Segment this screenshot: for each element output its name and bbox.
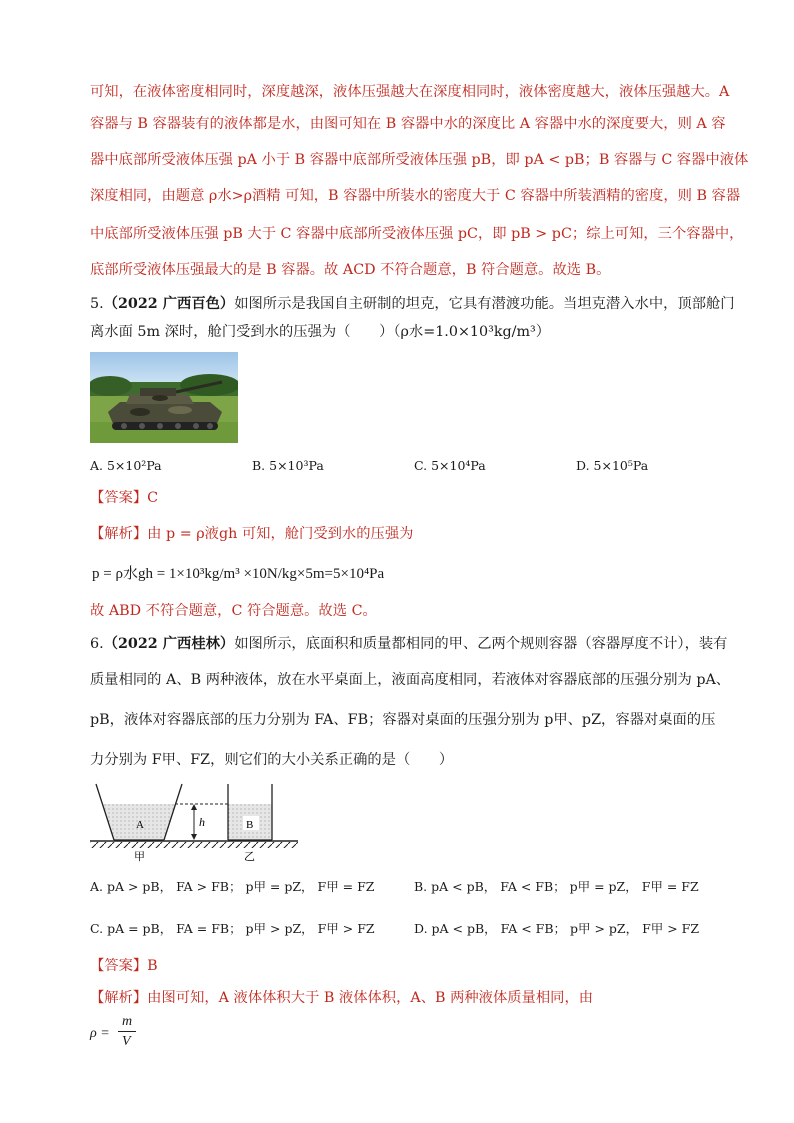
analysis-intro: 【解析】由 p = ρ液gh 可知，舱门受到水的压强为	[90, 526, 414, 542]
pressure-formula: p = ρ水gh = 1×10³kg/m³ ×10N/kg×5m=5×10⁴Pa	[92, 566, 385, 582]
analysis-line: 深度相同，由题意 ρ水>ρ酒精 可知，B 容器中所装水的密度大于 C 容器中所装酒精的密度，则 B 容器	[90, 188, 741, 204]
analysis-conclusion: 故 ABD 不符合题意，C 符合题意。故选 C。	[90, 603, 377, 619]
label-yi: 乙	[244, 850, 255, 862]
analysis-line: 中底部所受液体压强 pB 大于 C 容器中底部所受液体压强 pC，即 pB > pC；综上可知，三个容器中，	[90, 226, 744, 242]
question-5-stem	[90, 294, 735, 314]
analysis-line: 容器与 B 容器装有的液体都是水，由图可知在 B 容器中水的深度比 A 容器中水的深度要大，则 A 容	[90, 116, 726, 132]
analysis-line: 底部所受液体压强最大的是 B 容器。故 ACD 不符合题意，B 符合题意。故选 B。	[90, 262, 611, 278]
tank-photo	[90, 352, 238, 443]
option-a: A. pA > pB， FA > FB； p甲 = pZ， F甲 = FZ	[90, 879, 375, 894]
analysis-line: 可知，在液体密度相同时，深度越深，液体压强越大在深度相同时，液体密度越大，液体压强越大。A	[90, 84, 730, 100]
formula-numerator: m	[122, 1014, 133, 1029]
question-source: （2022 广西桂林）	[103, 636, 235, 652]
option-a: A. 5×10²Pa	[90, 458, 162, 473]
question-number: 6.	[90, 636, 104, 652]
question-5-stem-cont: 离水面 5m 深时，舱门受到水的压强为（ ）（ρ水=1.0×10³kg/m³）	[90, 324, 551, 340]
answer-label: 【答案】C	[90, 490, 159, 506]
label-a: A	[136, 819, 144, 831]
label-h: h	[199, 815, 205, 829]
option-d: D. 5×10⁵Pa	[576, 458, 649, 473]
question-6-stem-cont: 质量相同的 A、B 两种液体，放在水平桌面上，液面高度相同，若液体对容器底部的压强分别为 pA、	[90, 672, 731, 688]
option-d: D. pA < pB， FA < FB； p甲 > pZ， F甲 > FZ	[414, 921, 700, 936]
question-stem-text: 如图所示，底面积和质量都相同的甲、乙两个规则容器（容器厚度不计），装有	[234, 636, 728, 652]
option-b: B. pA < pB， FA < FB； p甲 = pZ， F甲 = FZ	[414, 879, 699, 894]
formula-lhs: ρ =	[90, 1026, 110, 1041]
formula-denominator: V	[122, 1034, 131, 1049]
question-6-stem-cont: pB，液体对容器底部的压力分别为 FA、FB；容器对桌面的压强分别为 p甲、pZ，容器对桌面的压	[90, 712, 716, 728]
question-6-stem	[90, 634, 728, 654]
question-number: 5.	[90, 296, 104, 312]
option-c: C. pA = pB， FA = FB； p甲 > pZ， F甲 > FZ	[90, 921, 375, 936]
answer-label: 【答案】B	[90, 958, 158, 974]
container-diagram	[88, 780, 302, 862]
question-stem-text: 如图所示是我国自主研制的坦克，它具有潜渡功能。当坦克潜入水中，顶部舱门	[234, 296, 735, 312]
question-source: （2022 广西百色）	[103, 296, 235, 312]
option-b: B. 5×10³Pa	[252, 458, 324, 473]
label-b: B	[246, 819, 254, 831]
analysis-line: 器中底部所受液体压强 pA 小于 B 容器中底部所受液体压强 pB，即 pA < pB；B 容器与 C 容器中液体	[90, 152, 749, 168]
label-jia: 甲	[134, 850, 145, 862]
question-6-stem-cont: 力分别为 F甲、FZ，则它们的大小关系正确的是（ ）	[90, 752, 454, 768]
analysis-intro: 【解析】由图可知，A 液体体积大于 B 液体体积，A、B 两种液体质量相同，由	[90, 990, 594, 1006]
option-c: C. 5×10⁴Pa	[414, 458, 486, 473]
